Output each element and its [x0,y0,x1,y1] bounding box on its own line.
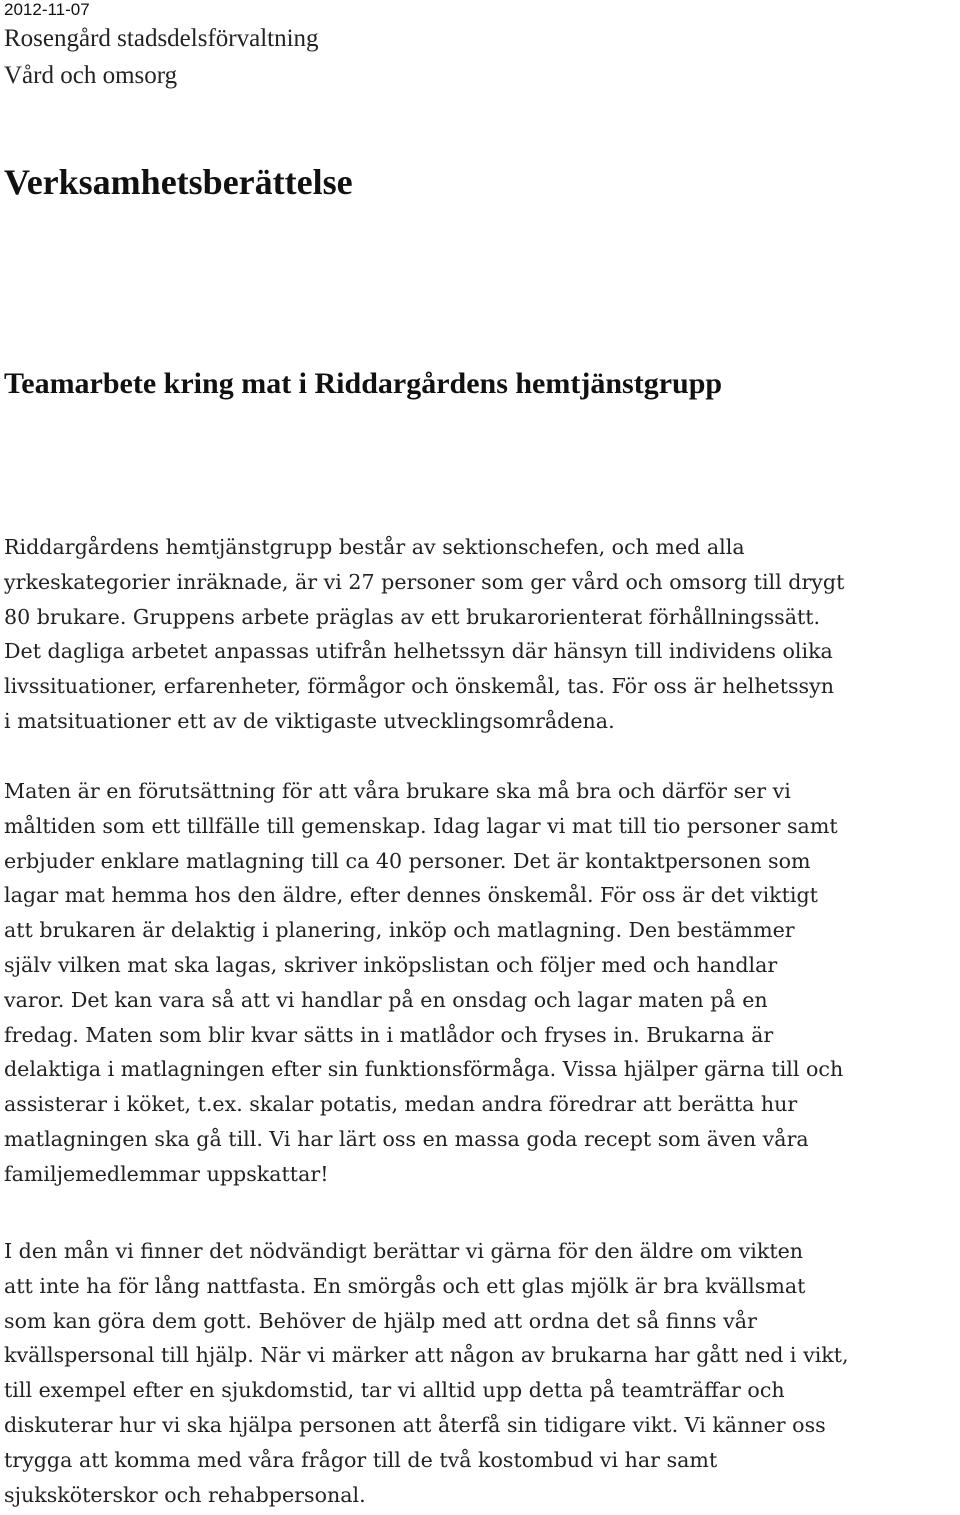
paragraph-line: familjemedlemmar uppskattar! [4,1161,329,1186]
paragraph-line: trygga att komma med våra frågor till de två kostombud vi har samt [4,1447,718,1472]
document-title: Verksamhetsberättelse [4,162,353,202]
paragraph-line: sjuksköterskor och rehabpersonal. [4,1482,366,1507]
document-date: 2012-11-07 [4,0,90,19]
paragraph-line: livssituationer, erfarenheter, förmågor och önskemål, tas. För oss är helhetssyn [4,674,835,699]
paragraph-line: varor. Det kan vara så att vi handlar på en onsdag och lagar maten på en [4,987,768,1012]
paragraph-1 [4,530,959,739]
paragraph-line: till exempel efter en sjukdomstid, tar vi alltid upp detta på teamträffar och [4,1378,785,1403]
paragraph-line: att inte ha för lång nattfasta. En smörgås och ett glas mjölk är bra kvällsmat [4,1273,806,1298]
paragraph-line: Riddargårdens hemtjänstgrupp består av sektionschefen, och med alla [4,535,745,559]
paragraph-line: yrkeskategorier inräknade, är vi 27 personer som ger vård och omsorg till drygt [4,569,845,594]
paragraph-line: erbjuder enklare matlagning till ca 40 personer. Det är kontaktpersonen som [4,848,811,873]
paragraph-line: lagar mat hemma hos den äldre, efter dennes önskemål. För oss är det viktigt [4,883,818,908]
paragraph-line: kvällspersonal till hjälp. När vi märker att någon av brukarna har gått ned i vikt, [4,1343,849,1368]
organization-name: Rosengård stadsdelsförvaltning [4,25,319,52]
paragraph-line: I den mån vi finner det nödvändigt berättar vi gärna för den äldre om vikten [4,1239,804,1263]
paragraph-line: Maten är en förutsättning för att våra brukare ska må bra och därför ser vi [4,779,791,803]
paragraph-line: Det dagliga arbetet anpassas utifrån helhetssyn där hänsyn till individens olika [4,639,833,664]
paragraph-2 [4,774,959,1192]
paragraph-line: måltiden som ett tillfälle till gemenskap. Idag lagar vi mat till tio personer samt [4,813,838,838]
paragraph-3 [4,1234,959,1512]
paragraph-line: att brukaren är delaktig i planering, inköp och matlagning. Den bestämmer [4,918,795,943]
paragraph-line: fredag. Maten som blir kvar sätts in i matlådor och fryses in. Brukarna är [4,1022,774,1047]
paragraph-line: 80 brukare. Gruppens arbete präglas av ett brukarorienterat förhållningssätt. [4,604,821,629]
paragraph-line: assisterar i köket, t.ex. skalar potatis, medan andra föredrar att berätta hur [4,1092,798,1117]
paragraph-line: som kan göra dem gott. Behöver de hjälp med att ordna det så finns vår [4,1308,757,1333]
paragraph-line: diskuterar hur vi ska hjälpa personen att återfå sin tidigare vikt. Vi känner oss [4,1412,826,1437]
document-subtitle: Teamarbete kring mat i Riddargårdens hemtjänstgrupp [4,367,723,400]
paragraph-line: matlagningen ska gå till. Vi har lärt oss en massa goda recept som även våra [4,1126,809,1151]
paragraph-line: delaktiga i matlagningen efter sin funktionsförmåga. Vissa hjälper gärna till och [4,1057,844,1082]
paragraph-line: i matsituationer ett av de viktigaste utvecklingsområdena. [4,708,615,733]
department-name: Vård och omsorg [4,62,178,89]
paragraph-line: själv vilken mat ska lagas, skriver inköpslistan och följer med och handlar [4,952,778,977]
